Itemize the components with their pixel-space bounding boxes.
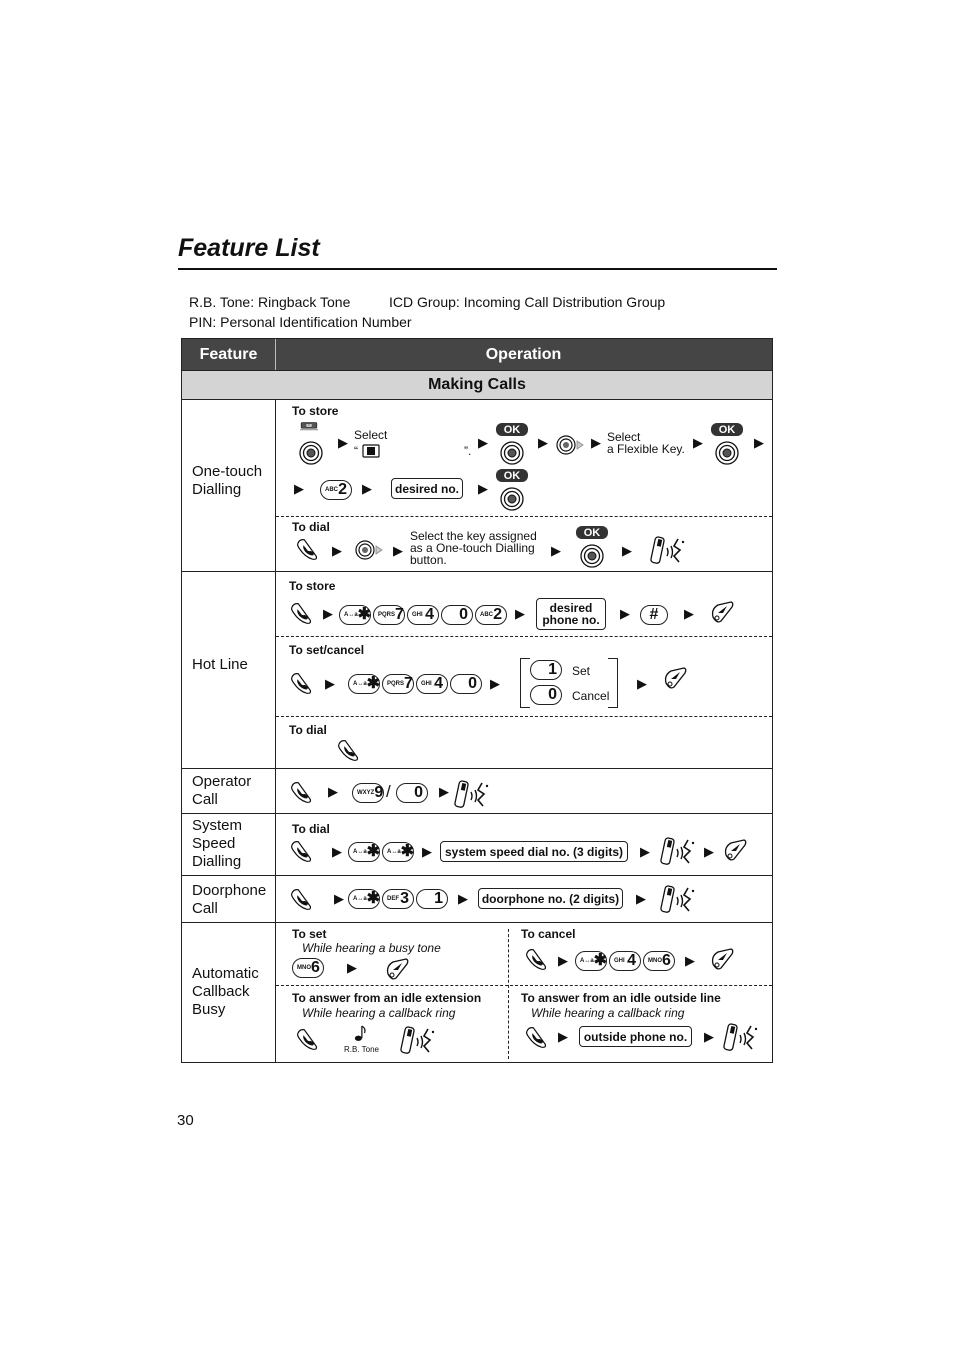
key-star: A↔a ✱ [575,951,607,971]
feature-automatic-callback-busy: Automatic Callback Busy [192,965,259,1018]
key-2: ABC 2 [320,480,352,500]
desired-phone-no-box: desired phone no. [536,598,606,630]
feature-table [181,338,773,1063]
arrow: ▶ [294,481,304,496]
off-hook-icon [290,887,314,911]
key-7: PQRS 7 [373,605,405,625]
arrow: ▶ [347,960,357,975]
arrow: ▶ [591,435,601,450]
feature-hot-line: Hot Line [192,656,248,673]
dashed-divider [276,985,772,986]
jog-rotate-icon [354,539,384,561]
abbr-icd-group: ICD Group: Incoming Call Distribution Group [389,294,666,310]
title-rule [178,268,777,270]
label-to-dial: To dial [292,520,330,534]
key-0: 0 [450,674,482,694]
label-to-store: To store [289,579,336,593]
arrow: ▶ [704,844,714,859]
key-0: 0 [530,685,562,705]
feature-operator-call: Operator Call [192,773,252,808]
ok-key [496,423,528,436]
arrow: ▶ [323,606,333,621]
on-hook-icon [384,956,410,982]
dashed-vertical-divider [508,929,509,1059]
key-4: GHI 4 [407,605,439,625]
column-divider [275,400,276,1063]
row-divider [182,768,772,769]
jog-dial-icon [579,543,605,569]
key-1: 1 [416,889,448,909]
arrow: ▶ [636,891,646,906]
ok-key [496,469,528,482]
arrow: ▶ [338,435,348,450]
talk-icon [660,835,700,867]
key-star: A↔a ✱ [348,842,380,862]
menu-key-icon [293,422,325,440]
label-answer-idle-outside-line: To answer from an idle outside line [521,991,721,1005]
off-hook-icon [525,1025,549,1049]
arrow: ▶ [637,676,647,691]
key-9: WXYZ 9 [352,783,384,803]
off-hook-icon [290,671,314,695]
desired-no-box: desired no. [391,478,463,499]
key-6: MNO 6 [292,958,324,978]
key-star: A↔a ✱ [348,674,380,694]
dashed-divider [276,716,772,717]
key-4: GHI 4 [609,951,641,971]
header-divider [275,339,276,370]
talk-icon [723,1021,763,1053]
arrow: ▶ [393,543,403,558]
row-divider [182,875,772,876]
dashed-divider [276,636,772,637]
off-hook-icon [290,780,314,804]
header-operation: Operation [275,339,772,370]
arrow: ▶ [328,784,338,799]
text-while-callback-ring: While hearing a callback ring [302,1006,456,1020]
arrow: ▶ [458,891,468,906]
row-divider [182,813,772,814]
arrow: ▶ [558,953,568,968]
off-hook-icon [296,1027,320,1051]
arrow: ▶ [478,435,488,450]
text-rb-tone: R.B. Tone [344,1045,379,1054]
dashed-divider [276,516,772,517]
text-while-busy-tone: While hearing a busy tone [302,941,441,955]
off-hook-icon [290,839,314,863]
label-to-dial: To dial [292,822,330,836]
jog-dial-icon [499,440,525,466]
text-select-flexible-key: Select a Flexible Key. [607,430,685,456]
key-hash: # [640,605,668,625]
arrow: ▶ [640,844,650,859]
arrow: ▶ [478,481,488,496]
text-set: Set [572,664,591,678]
arrow: ▶ [538,435,548,450]
key-0: 0 [396,783,428,803]
arrow: ▶ [558,1029,568,1044]
arrow: ▶ [515,606,525,621]
on-hook-icon [722,837,748,863]
key-3: DEF 3 [382,889,414,909]
doorphone-no-box: doorphone no. (2 digits) [478,888,623,909]
arrow: ▶ [620,606,630,621]
page-number: 30 [177,1112,194,1129]
ok-key [576,526,608,539]
ok-badge: OK [496,469,528,482]
row-divider [182,571,772,572]
feature-one-touch-dialling: One-touch Dialling [192,463,263,498]
arrow: ▶ [622,543,632,558]
talk-icon [400,1024,440,1056]
bracket-left [520,658,530,708]
arrow: ▶ [704,1029,714,1044]
header-feature: Feature [182,339,275,370]
off-hook-icon [525,947,549,971]
system-speed-dial-box: system speed dial no. (3 digits) [440,841,628,862]
key-2: ABC 2 [475,605,507,625]
on-hook-icon [709,946,735,972]
ok-badge: OK [711,423,743,436]
jog-rotate-icon [555,434,585,456]
label-to-set: To set [292,927,327,941]
arrow: ▶ [684,606,694,621]
talk-icon [660,883,700,915]
off-hook-icon [290,601,314,625]
arrow: ▶ [685,953,695,968]
row-divider [182,922,772,923]
off-hook-icon [296,537,320,561]
key-star: A↔a ✱ [348,889,380,909]
key-7: PQRS 7 [382,674,414,694]
key-star: A↔a ✱ [339,605,371,625]
key-0: 0 [441,605,473,625]
key-4: GHI 4 [416,674,448,694]
arrow: ▶ [551,543,561,558]
text-quote-close: ”. [464,444,472,458]
arrow: ▶ [332,844,342,859]
arrow: ▶ [362,481,372,496]
ok-badge: OK [496,423,528,436]
jog-dial-icon [499,486,525,512]
key-star: A↔a ✱ [382,842,414,862]
arrow: ▶ [422,844,432,859]
abbr-pin: PIN: Personal Identification Number [189,314,412,330]
talk-icon [650,534,690,566]
key-1: 1 [530,660,562,680]
arrow: ▶ [693,435,703,450]
ok-badge: OK [576,526,608,539]
section-making-calls: Making Calls [182,370,772,400]
arrow: ▶ [490,676,500,691]
bracket-right [608,658,618,708]
label-to-dial: To dial [289,723,327,737]
text-while-callback-ring: While hearing a callback ring [531,1006,685,1020]
arrow: ▶ [334,891,344,906]
key-6: MNO 6 [643,951,675,971]
abbr-rb-tone: R.B. Tone: Ringback Tone [189,294,351,310]
arrow: ▶ [332,543,342,558]
page-title: Feature List [178,234,320,262]
talk-icon [454,778,494,810]
label-answer-idle-extension: To answer from an idle extension [292,991,482,1005]
feature-doorphone-call: Doorphone Call [192,882,267,917]
on-hook-icon [709,599,735,625]
label-to-set-cancel: To set/cancel [289,643,365,657]
text-select: Select [354,428,388,442]
text-cancel: Cancel [572,689,610,703]
ok-key [711,423,743,436]
arrow: ▶ [439,784,449,799]
label-to-store: To store [292,404,339,418]
text-select-key-assigned: Select the key assigned as a One-touch Dialling button. [410,529,537,567]
feature-system-speed-dialling: System Speed Dialling [192,817,243,870]
outside-phone-no-box: outside phone no. [579,1026,692,1047]
arrow: ▶ [754,435,764,450]
ringback-tone-icon [354,1024,368,1042]
label-to-cancel: To cancel [521,927,576,941]
jog-dial-icon [298,440,324,466]
text-slash: / [386,782,391,801]
flexible-key-icon [362,444,380,458]
jog-dial-icon [714,440,740,466]
arrow: ▶ [325,676,335,691]
text-quote-open: “ [354,444,358,458]
off-hook-icon [337,738,361,762]
on-hook-icon [662,665,688,691]
